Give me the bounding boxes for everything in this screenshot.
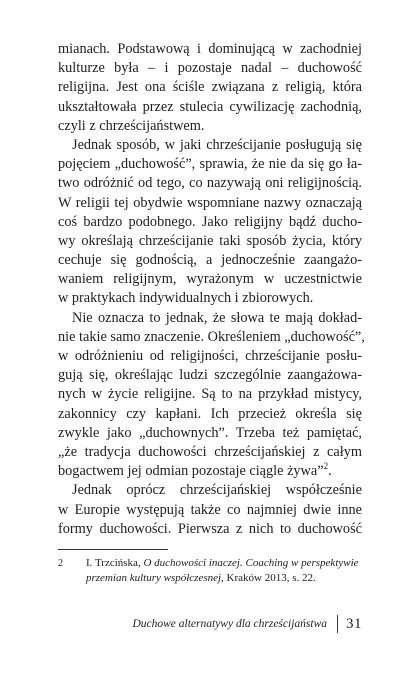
text-line	[58, 98, 362, 117]
text-line	[58, 251, 362, 270]
line-text: coś bardzo podobnego. Jako religijny bądź ducho-	[58, 213, 362, 230]
text-line	[58, 117, 362, 136]
line-text: religijna. Jest ona ściśle związana z religią, która	[58, 79, 362, 96]
text-line	[58, 40, 362, 59]
line-text: nie takie samo znaczenie. Określeniem „duchowość”,	[58, 328, 365, 345]
line-text: zwykle jako „duchownych”. Trzeba też pamiętać,	[58, 424, 362, 441]
text-line	[58, 289, 362, 308]
line-text: zakonnicy czy kapłani. Ich przecież określa się	[58, 405, 362, 422]
line-text: two odróżnić od tego, co nazywają oni religijnością.	[58, 175, 362, 192]
footnote-divider	[58, 549, 168, 550]
text-line	[58, 424, 362, 443]
footnote-line	[86, 556, 362, 571]
line-text: bogactwem jej odmian pozostaje ciągle żywa”	[58, 463, 324, 480]
line-text: mianach. Podstawową i dominującą w zachodniej	[58, 41, 362, 57]
text-line	[58, 136, 362, 155]
text-line	[58, 347, 362, 366]
line-text: wy określają chrześcijanie taki sposób życia, który	[58, 232, 362, 249]
text-line	[58, 501, 362, 520]
line-text: w Europie występują także co najmniej dwie inne	[58, 501, 362, 518]
line-text: w odróżnieniu od religijności, chrześcijanie posłu-	[58, 348, 362, 364]
footnote-line	[86, 571, 362, 586]
line-text: waniem religijnym, wyrażonym w uczestnictwie	[58, 271, 362, 288]
line-text: Jednak sposób, w jaki chrześcijanie posługują się	[72, 136, 362, 153]
running-title: Duchowe alternatywy dla chrześcijaństwa	[132, 618, 327, 630]
footer-separator	[337, 615, 338, 633]
text-line	[58, 385, 362, 404]
line-text: W religii tej obydwie wspomniane nazwy oznaczają	[58, 194, 362, 211]
line-text: kulturze była – i pozostaje nadal – duchowość	[58, 60, 362, 77]
footnote-title: O duchowości inaczej. Coaching w perspektywie	[143, 557, 359, 569]
footnote-pub: , Kraków 2013, s. 22.	[221, 572, 316, 584]
text-line	[58, 59, 362, 78]
footnote-title-cont: przemian kultury współczesnej	[86, 572, 222, 584]
line-text: pojęciem „duchowość”, sprawia, że nie da się go ła-	[58, 156, 362, 173]
line-text: ukształtowała przez stulecia cywilizację zachodnią,	[58, 98, 362, 115]
text-line	[58, 174, 362, 193]
text-line	[58, 309, 362, 328]
text-line	[58, 213, 362, 232]
footnote-author: I. Trzcińska,	[86, 557, 144, 569]
page-number: 31	[346, 615, 362, 632]
footnote-number: 2	[58, 558, 63, 569]
footnote-text	[86, 556, 362, 586]
line-text: Nie oznacza to jednak, że słowa te mają dokład-	[72, 309, 362, 326]
line-text: czyli z chrześcijaństwem.	[58, 117, 205, 134]
text-line	[58, 194, 362, 213]
text-line	[58, 405, 362, 424]
text-line	[58, 481, 362, 500]
text-line	[58, 78, 362, 97]
line-text: nych w życie religijne. Są to na przykład mistycy,	[58, 386, 362, 403]
line-text: Jednak oprócz chrześcijańskiej współcześnie	[72, 482, 362, 499]
line-text: cechuje się godnością, a jednocześnie zaangażo-	[58, 252, 362, 269]
line-text: gują się, określając ludzi szczególnie zaangażowa-	[58, 367, 362, 384]
body-text	[58, 40, 365, 539]
text-line	[58, 328, 365, 347]
line-text: formy duchowości. Pierwsza z nich to duchowość	[58, 520, 362, 537]
text-line	[58, 443, 362, 462]
text-line	[58, 520, 362, 539]
line-text: „że tradycja duchowości chrześcijańskiej z całym	[58, 443, 362, 460]
text-line	[58, 155, 362, 174]
text-line	[58, 232, 362, 251]
footnote-ref: 2	[323, 461, 329, 472]
text-line	[58, 366, 362, 385]
page-footer	[58, 614, 362, 634]
text-line	[58, 270, 362, 289]
line-text: w praktykach indywidualnych i zbiorowych.	[58, 290, 314, 307]
text-line: bogactwem jej odmian pozostaje ciągle żywa”$^2$.	[58, 461, 332, 480]
